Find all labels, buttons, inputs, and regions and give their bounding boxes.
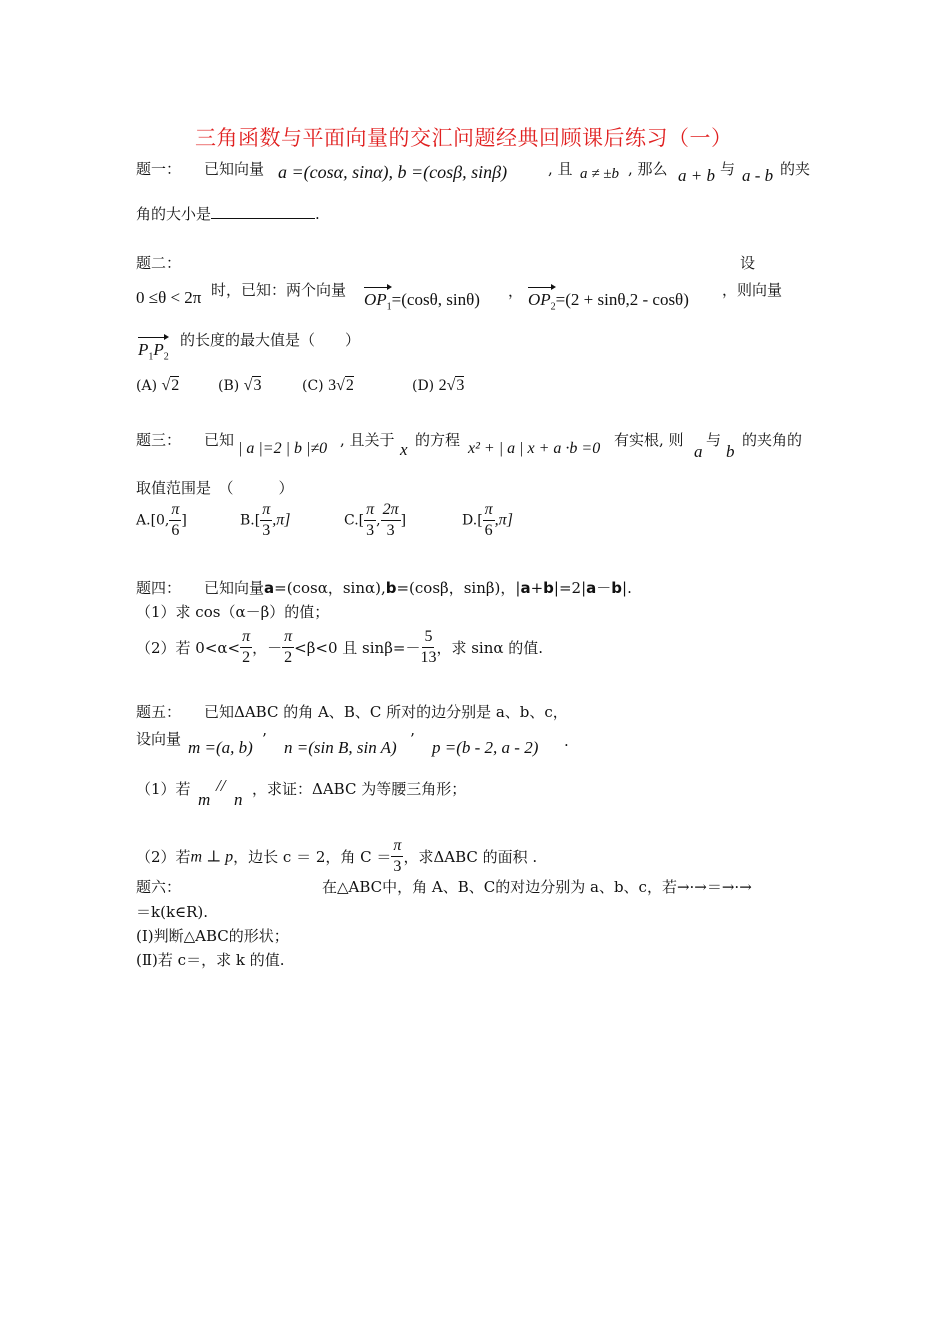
- q2-part-b: ，－: [252, 639, 283, 657]
- vector-b: b: [385, 579, 397, 597]
- op1-value: =(cosθ, sinθ): [391, 290, 480, 309]
- parallel-symbol: //: [216, 776, 226, 795]
- option-d-label: D.: [462, 512, 478, 529]
- option-b-numerator: π: [260, 500, 272, 521]
- problem-5-n: n: [234, 790, 243, 809]
- option-b-close: ,π]: [272, 511, 291, 529]
- option-b-radicand: 3: [253, 377, 262, 394]
- p2-symbol: P: [153, 340, 164, 359]
- problem-5-given: 已知ΔABC 的角 A、B、C 所对的边分别是 a、b、c，: [204, 703, 568, 721]
- problem-3-option-c[interactable]: [344, 500, 406, 541]
- problem-4-intro: 已知向量: [204, 579, 265, 597]
- q2-part-a: （2）若 0<α<: [136, 639, 241, 657]
- option-b-fraction: [260, 500, 272, 541]
- option-d-numerator: π: [483, 500, 495, 521]
- problem-4-label: 题四：: [136, 579, 182, 597]
- problem-5-question-2: [136, 836, 537, 877]
- vector-b-value: =(cosβ，sinβ)，|: [396, 579, 521, 597]
- problem-3-option-a[interactable]: [136, 500, 187, 541]
- option-b-denominator: 3: [262, 522, 271, 539]
- problem-1-question: [136, 203, 320, 224]
- closing-bar: |.: [622, 579, 632, 597]
- option-d-coefficient: 2: [438, 377, 447, 394]
- problem-6-given-cont: ＝k(k∈R).: [136, 903, 209, 921]
- problem-2-option-d[interactable]: [412, 377, 464, 395]
- option-c-comma: ,: [376, 512, 381, 529]
- vector-a: a: [264, 579, 275, 597]
- option-c-value: 3√2: [328, 377, 354, 394]
- option-a-value: √2: [161, 377, 180, 394]
- problem-5-vector-n: n =(sin B, sin A): [284, 738, 397, 757]
- problem-3-b: b: [726, 442, 735, 461]
- problem-1-with: 与: [720, 160, 736, 178]
- problem-3-equation-label: 的方程: [415, 431, 461, 449]
- problem-5-period: .: [564, 732, 569, 750]
- problem-2-then-vector: ，则向量: [722, 281, 783, 299]
- problem-2-vector-p1p2: [138, 340, 169, 362]
- problem-5-comma-1: ’: [262, 730, 267, 748]
- q2-fraction-1-num: π: [240, 627, 252, 648]
- p1-subscript: 1: [148, 351, 154, 363]
- option-c-radicand: 2: [345, 377, 354, 394]
- q2-part-c: <β<0 且 sinβ=－: [294, 639, 421, 657]
- problem-3-angle: 的夹角的: [742, 431, 803, 449]
- q2-perpendicular: m ⊥ p: [190, 848, 234, 866]
- problem-2-let: 设: [740, 254, 756, 272]
- option-b-open: [: [254, 512, 261, 529]
- problem-2-question: 的长度的最大值是（ ）: [180, 331, 361, 349]
- problem-3-x: x: [400, 440, 408, 459]
- page-title: 三角函数与平面向量的交汇问题经典回顾课后练习（一）: [195, 126, 733, 150]
- problem-3-with: 与: [706, 431, 722, 449]
- problem-5-question-1: ，求证：ΔABC 为等腰三角形；: [252, 780, 467, 798]
- option-d-radicand: 3: [456, 377, 465, 394]
- problem-1-diff: a - b: [742, 166, 774, 185]
- problem-1-and: , 且: [548, 160, 573, 178]
- option-b-value: √3: [243, 377, 262, 394]
- problem-4-question-2: [136, 627, 543, 668]
- op1-subscript: 1: [386, 301, 392, 313]
- q2-fraction-3: [420, 627, 436, 668]
- problem-4-given: [204, 577, 632, 598]
- q2-area: ，求ΔABC 的面积 .: [403, 848, 538, 866]
- option-a-denominator: 6: [171, 522, 180, 539]
- problem-2-option-a[interactable]: [136, 377, 179, 395]
- diff-a: a: [586, 579, 597, 597]
- problem-3-real-roots: 有实根, 则: [614, 431, 684, 449]
- problem-2-label: 题二：: [136, 254, 182, 272]
- q2-fraction-1-den: 2: [242, 649, 251, 666]
- p2-subscript: 2: [163, 351, 169, 363]
- problem-2-vector-op1: [364, 290, 480, 312]
- problem-6-given: 在△ABC中，角 A、B、C的对边分别为 a、b、c，若→·→＝→·→: [322, 878, 752, 896]
- problem-3-option-b[interactable]: [240, 500, 290, 541]
- problem-1-vectors: a =(cosα, sinα), b =(cosβ, sinβ): [278, 162, 508, 182]
- problem-6-label: 题六：: [136, 878, 182, 896]
- angle-c-denominator: 3: [393, 858, 402, 875]
- problem-5-m: m: [198, 790, 211, 809]
- op1-symbol: OP: [364, 290, 387, 309]
- option-c-denominator-2: 3: [386, 522, 395, 539]
- option-c-fraction-2: [381, 500, 401, 541]
- option-c-open: [: [358, 512, 365, 529]
- q2-fraction-3-den: 13: [420, 649, 437, 666]
- option-d-value: 2√3: [438, 377, 465, 394]
- p1-symbol: P: [138, 340, 149, 359]
- angle-c-numerator: π: [391, 836, 403, 857]
- option-b-label: (B): [218, 378, 240, 394]
- problem-4-question-1: （1）求 cos（α－β）的值；: [136, 603, 330, 621]
- op2-subscript: 2: [550, 301, 556, 313]
- sum-b: b: [543, 579, 554, 597]
- problem-1-question-text: 角的大小是: [136, 205, 212, 223]
- problem-5-let-vectors: 设向量: [136, 730, 182, 748]
- problem-2-comma: ，: [508, 282, 524, 300]
- q2-fraction-3-num: 5: [422, 627, 434, 648]
- problem-3-a: a: [694, 442, 703, 461]
- problem-1-period: .: [315, 205, 320, 223]
- problem-1-tail: 的夹: [780, 160, 811, 178]
- problem-2-option-c[interactable]: [302, 377, 354, 395]
- option-a-radicand: 2: [171, 377, 180, 394]
- option-a-label: A.: [136, 512, 151, 529]
- option-a-close: ]: [181, 512, 187, 529]
- problem-3-equation: x² + | a | x + a ·b =0: [468, 440, 601, 457]
- diff-b: b: [611, 579, 623, 597]
- option-c-numerator-1: π: [364, 500, 376, 521]
- q2-part-d: ，求 sinα 的值.: [436, 639, 544, 657]
- problem-1-label: 题一：: [136, 160, 182, 178]
- problem-5-comma-2: ’: [410, 730, 415, 748]
- minus-sign: －: [596, 579, 612, 597]
- option-c-close: ]: [400, 512, 407, 529]
- sum-a: a: [520, 579, 531, 597]
- problem-6-question-1: (Ⅰ)判断△ABC的形状；: [136, 927, 289, 945]
- problem-3-label: 题三：: [136, 431, 182, 449]
- problem-1-intro: 已知向量: [204, 160, 265, 178]
- problem-1-condition: a ≠ ±b: [580, 166, 619, 182]
- answer-blank[interactable]: [211, 204, 315, 219]
- problem-5-vector-m: m =(a, b): [188, 738, 253, 757]
- problem-5-label: 题五：: [136, 703, 182, 721]
- option-c-fraction-1: [364, 500, 376, 541]
- option-c-denominator-1: 3: [366, 522, 375, 539]
- op2-value: =(2 + sinθ,2 - cosθ): [555, 290, 689, 309]
- problem-2-vector-op2: [528, 290, 689, 312]
- problem-3-option-d[interactable]: [462, 500, 513, 541]
- problem-3-condition: | a |=2 | b |≠0: [238, 440, 328, 457]
- problem-2-range: 0 ≤θ < 2π: [136, 288, 202, 307]
- plus-sign: +: [530, 579, 544, 597]
- angle-c-fraction: [391, 836, 403, 877]
- problem-2-option-b[interactable]: [218, 377, 261, 395]
- problem-3-about: , 且关于: [340, 431, 395, 449]
- equals-two: |=2|: [553, 579, 587, 597]
- option-d-close: ,π]: [494, 511, 513, 529]
- q2-fraction-2-num: π: [282, 627, 294, 648]
- problem-1-sum: a + b: [678, 166, 715, 185]
- q2-fraction-2-den: 2: [284, 649, 293, 666]
- option-b-label: B.: [240, 512, 255, 529]
- option-c-coefficient: 3: [328, 377, 337, 394]
- problem-6-question-2: (Ⅱ)若 c＝，求 k 的值.: [136, 951, 285, 969]
- q2-fraction-1: [240, 627, 252, 668]
- problem-1-then: , 那么: [628, 160, 668, 178]
- option-c-label: (C): [302, 378, 324, 394]
- q2-fraction-2: [282, 627, 294, 668]
- problem-3-question: 取值范围是 （ ）: [136, 479, 294, 497]
- option-d-open: [: [477, 512, 483, 529]
- q2-side-angle: ，边长 c ＝ 2，角 C ＝: [233, 848, 392, 866]
- op2-symbol: OP: [528, 290, 551, 309]
- option-d-denominator: 6: [484, 522, 493, 539]
- problem-5-question-1-prefix: （1）若: [136, 780, 191, 798]
- q2-prefix: （2）若: [136, 848, 191, 866]
- option-c-label: C.: [344, 512, 359, 529]
- option-d-label: (D): [412, 378, 435, 394]
- option-a-fraction: [169, 500, 181, 541]
- option-a-numerator: π: [169, 500, 181, 521]
- vector-a-value: =(cosα，sinα),: [274, 579, 386, 597]
- option-d-fraction: [483, 500, 495, 541]
- option-a-label: (A): [136, 378, 158, 394]
- problem-2-intro: 时，已知：两个向量: [211, 281, 347, 299]
- option-c-numerator-2: 2π: [381, 500, 401, 521]
- problem-5-vector-p: p =(b - 2, a - 2): [432, 738, 539, 757]
- problem-3-given: 已知: [204, 431, 235, 449]
- option-a-open: [0,: [150, 512, 170, 529]
